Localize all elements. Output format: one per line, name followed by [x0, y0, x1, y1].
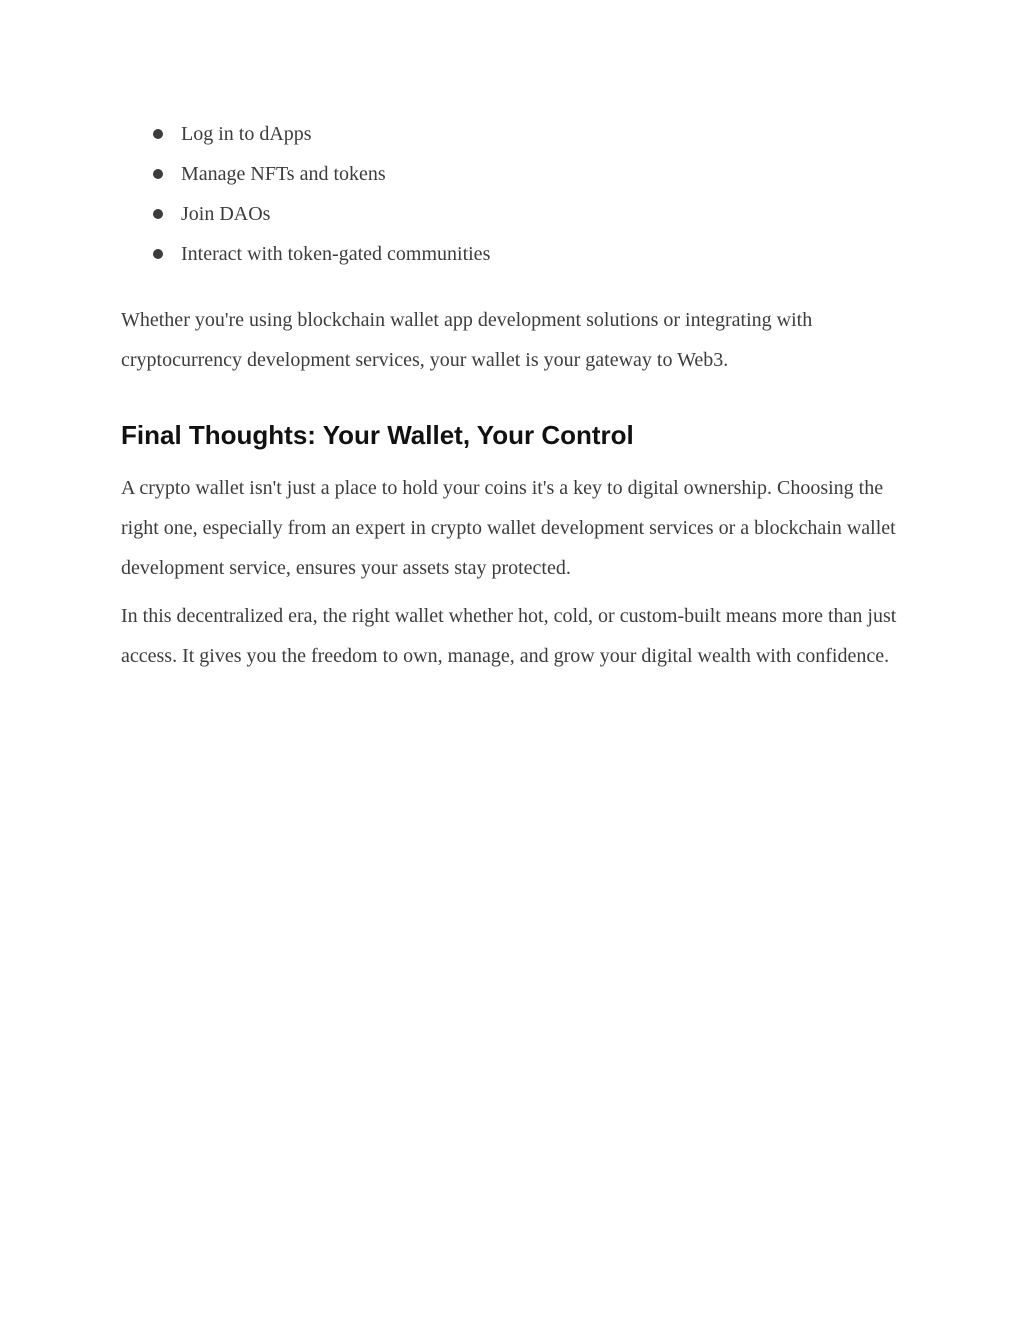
list-item-text: Interact with token-gated communities	[181, 243, 491, 265]
document-content	[121, 114, 901, 676]
list-item	[121, 154, 901, 194]
list-item	[121, 114, 901, 154]
list-item-text: Join DAOs	[181, 203, 271, 225]
bullet-list	[121, 114, 901, 274]
list-item-text: Manage NFTs and tokens	[181, 163, 386, 185]
list-item	[121, 234, 901, 274]
section-paragraph: In this decentralized era, the right wallet whether hot, cold, or custom-built means more than just access. It gives you the freedom to own, manage, and grow your digital wealth with confidence.	[121, 605, 897, 667]
section-heading: Final Thoughts: Your Wallet, Your Control	[121, 420, 634, 450]
list-item	[121, 194, 901, 234]
bullet-icon	[153, 209, 163, 219]
bullet-icon	[153, 249, 163, 259]
bullet-icon	[153, 129, 163, 139]
intro-paragraph: Whether you're using blockchain wallet app development solutions or integrating with cryptocurrency development services, your wallet is your gateway to Web3.	[121, 309, 813, 371]
list-item-text: Log in to dApps	[181, 123, 312, 145]
section-paragraph: A crypto wallet isn't just a place to hold your coins it's a key to digital ownership. Choosing the right one, especially from an expert in crypto wallet development services or a blockchain wallet development service, ensures your assets stay protected.	[121, 477, 896, 579]
bullet-icon	[153, 169, 163, 179]
